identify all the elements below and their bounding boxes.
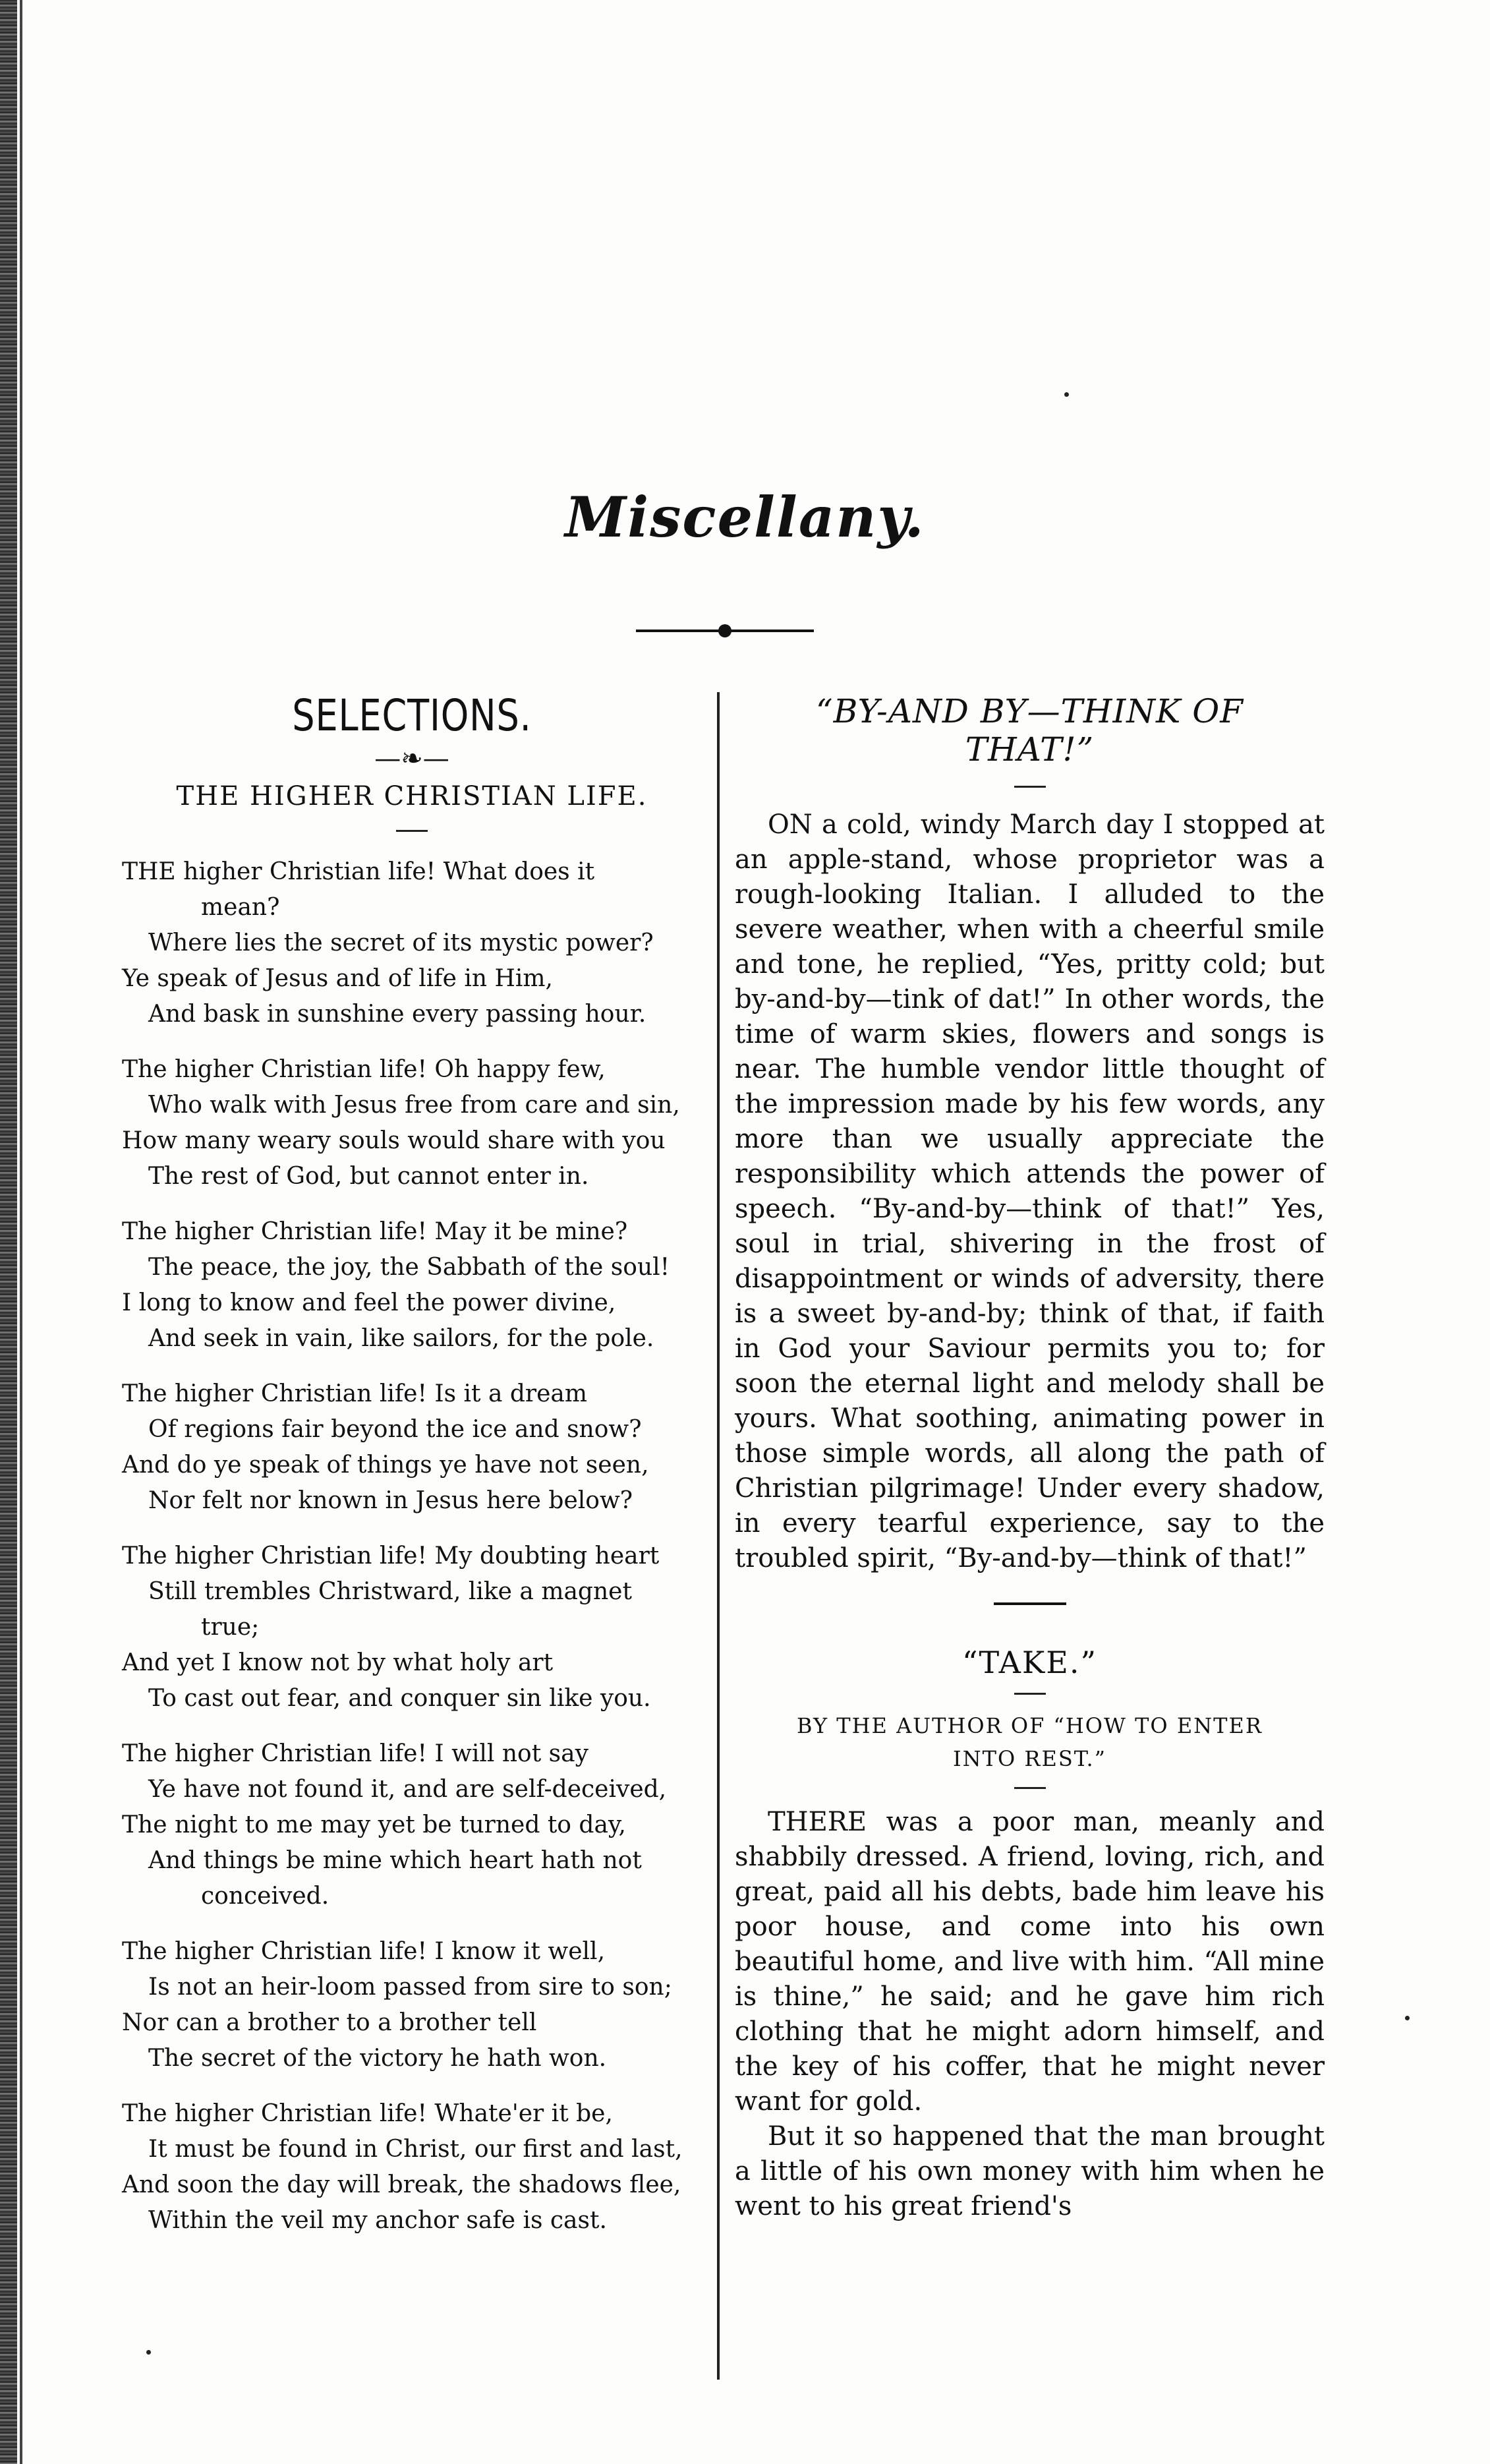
poem-line: And do ye speak of things ye have not seen, <box>122 1451 649 1479</box>
poem-line: conceived. <box>201 1882 330 1910</box>
article-title-line: THAT!” <box>965 730 1095 769</box>
poem-line: To cast out fear, and conquer sin like you. <box>148 1684 651 1712</box>
poem-line: And seek in vain, like sailors, for the pole. <box>148 1324 654 1352</box>
poem-line: The night to me may yet be turned to day, <box>122 1811 626 1838</box>
print-speck <box>1064 392 1069 397</box>
right-column <box>735 692 1325 2224</box>
poem-stanza <box>122 1052 702 1194</box>
poem-line: And bask in sunshine every passing hour. <box>148 1000 646 1028</box>
poem-stanza <box>122 1934 702 2076</box>
left-column <box>122 692 702 2258</box>
print-speck <box>1405 2016 1410 2020</box>
poem-title: THE HIGHER CHRISTIAN LIFE. <box>176 780 648 811</box>
poem-line: The secret of the victory he hath won. <box>148 2044 607 2072</box>
poem-line: Who walk with Jesus free from care and sin, <box>148 1091 680 1119</box>
poem-line: Ye speak of Jesus and of life in Him, <box>122 964 553 992</box>
poem-line: The rest of God, but cannot enter in. <box>148 1162 589 1190</box>
poem-line: Is not an heir-loom passed from sire to son; <box>148 1973 672 2001</box>
poem-stanza <box>122 2096 702 2239</box>
poem-line: The peace, the joy, the Sabbath of the soul! <box>148 1253 670 1281</box>
byline-line: INTO REST.” <box>953 1746 1106 1772</box>
short-rule <box>396 830 428 832</box>
poem-line: The higher Christian life! Is it a dream <box>122 1380 588 1407</box>
poem-line: true; <box>201 1613 260 1641</box>
poem-line: Nor can a brother to a brother tell <box>122 2009 537 2036</box>
short-rule <box>1014 1787 1046 1789</box>
page-spine <box>0 0 17 2464</box>
poem-line: And yet I know not by what holy art <box>122 1649 554 1676</box>
poem-line: THE higher Christian life! What does it <box>122 858 595 885</box>
poem-stanza <box>122 854 702 1032</box>
poem-line: I long to know and feel the power divine, <box>122 1289 616 1316</box>
poem-line: The higher Christian life! I will not say <box>122 1740 588 1767</box>
poem-line: Nor felt nor known in Jesus here below? <box>148 1486 633 1514</box>
poem-line: The higher Christian life! Oh happy few, <box>122 1055 606 1083</box>
article-title: “TAKE.” <box>962 1645 1097 1680</box>
poem-line: Of regions fair beyond the ice and snow? <box>148 1415 642 1443</box>
poem-line: And soon the day will break, the shadows flee, <box>122 2171 681 2198</box>
article-title-line: “BY-AND BY—THINK OF <box>816 692 1244 730</box>
poem-stanza <box>122 1736 702 1914</box>
poem-stanza <box>122 1376 702 1519</box>
short-rule <box>1014 1693 1046 1695</box>
byline-line: BY THE AUTHOR OF “HOW TO ENTER <box>797 1713 1263 1739</box>
ornament-divider: —❧— <box>374 743 449 774</box>
section-title: SELECTIONS. <box>292 690 532 741</box>
print-speck <box>146 2350 151 2355</box>
article-paragraph: THERE was a poor man, meanly and shabbily dressed. A friend, loving, rich, and great, paid all his debts, bade him leave his poor house, and come into his own beautiful home, and live with him. “All mine is thine,” he said; and he gave him rich clothing that he might adorn himself, and the key of his coffer, that he might never want for gold. <box>735 1807 1325 2117</box>
poem-line: Still trembles Christward, like a magnet <box>148 1577 632 1605</box>
spine-edge-line <box>20 0 22 2464</box>
article-paragraph: But it so happened that the man brought a little of his own money with him when he went to his great friend's <box>735 2121 1325 2222</box>
poem-line: Within the veil my anchor safe is cast. <box>148 2206 607 2234</box>
article-paragraph: ON a cold, windy March day I stopped at an apple-stand, whose proprietor was a rough-looking Italian. I alluded to the severe weather, when with a cheerful smile and tone, he replied, “Yes, pritty cold; but by-and-by—tink of dat!” In other words, the time of warm skies, flowers and songs is near. The humble vendor little thought of the impression made by his few words, any more than we usually appreciate the responsibility which attends the power of speech. “By-and-by—think of that!” Yes, soul in trial, shivering in the frost of disappointment or winds of adversity, there is a sweet by-and-by; think of that, if faith in God your Saviour permits you to; for soon the eternal light and melody shall be yours. What soothing, animating power in those simple words, all along the path of Christian pilgrimage! Under every shadow, in every tearful experience, say to the troubled spirit, “By-and-by—think of that!” <box>735 809 1325 1573</box>
short-rule <box>1014 786 1046 788</box>
poem-stanza <box>122 1214 702 1357</box>
poem-line: Ye have not found it, and are self-deceived, <box>148 1775 667 1803</box>
poem-line: How many weary souls would share with you <box>122 1127 666 1154</box>
poem-line: The higher Christian life! I know it well, <box>122 1937 606 1965</box>
column-divider <box>717 692 720 2380</box>
poem-stanza <box>122 1539 702 1716</box>
poem-line: The higher Christian life! May it be mine? <box>122 1217 628 1245</box>
poem-line: It must be found in Christ, our first and last, <box>148 2135 683 2163</box>
poem-line: Where lies the secret of its mystic power? <box>148 929 654 956</box>
poem-line: And things be mine which heart hath not <box>148 1846 642 1874</box>
masthead-rule-ornament <box>718 624 731 637</box>
poem-line: mean? <box>201 893 280 921</box>
masthead-title: Miscellany. <box>565 484 925 550</box>
poem-line: The higher Christian life! My doubting heart <box>122 1542 660 1569</box>
poem-line: The higher Christian life! Whate'er it be, <box>122 2099 613 2127</box>
section-rule <box>994 1602 1066 1605</box>
